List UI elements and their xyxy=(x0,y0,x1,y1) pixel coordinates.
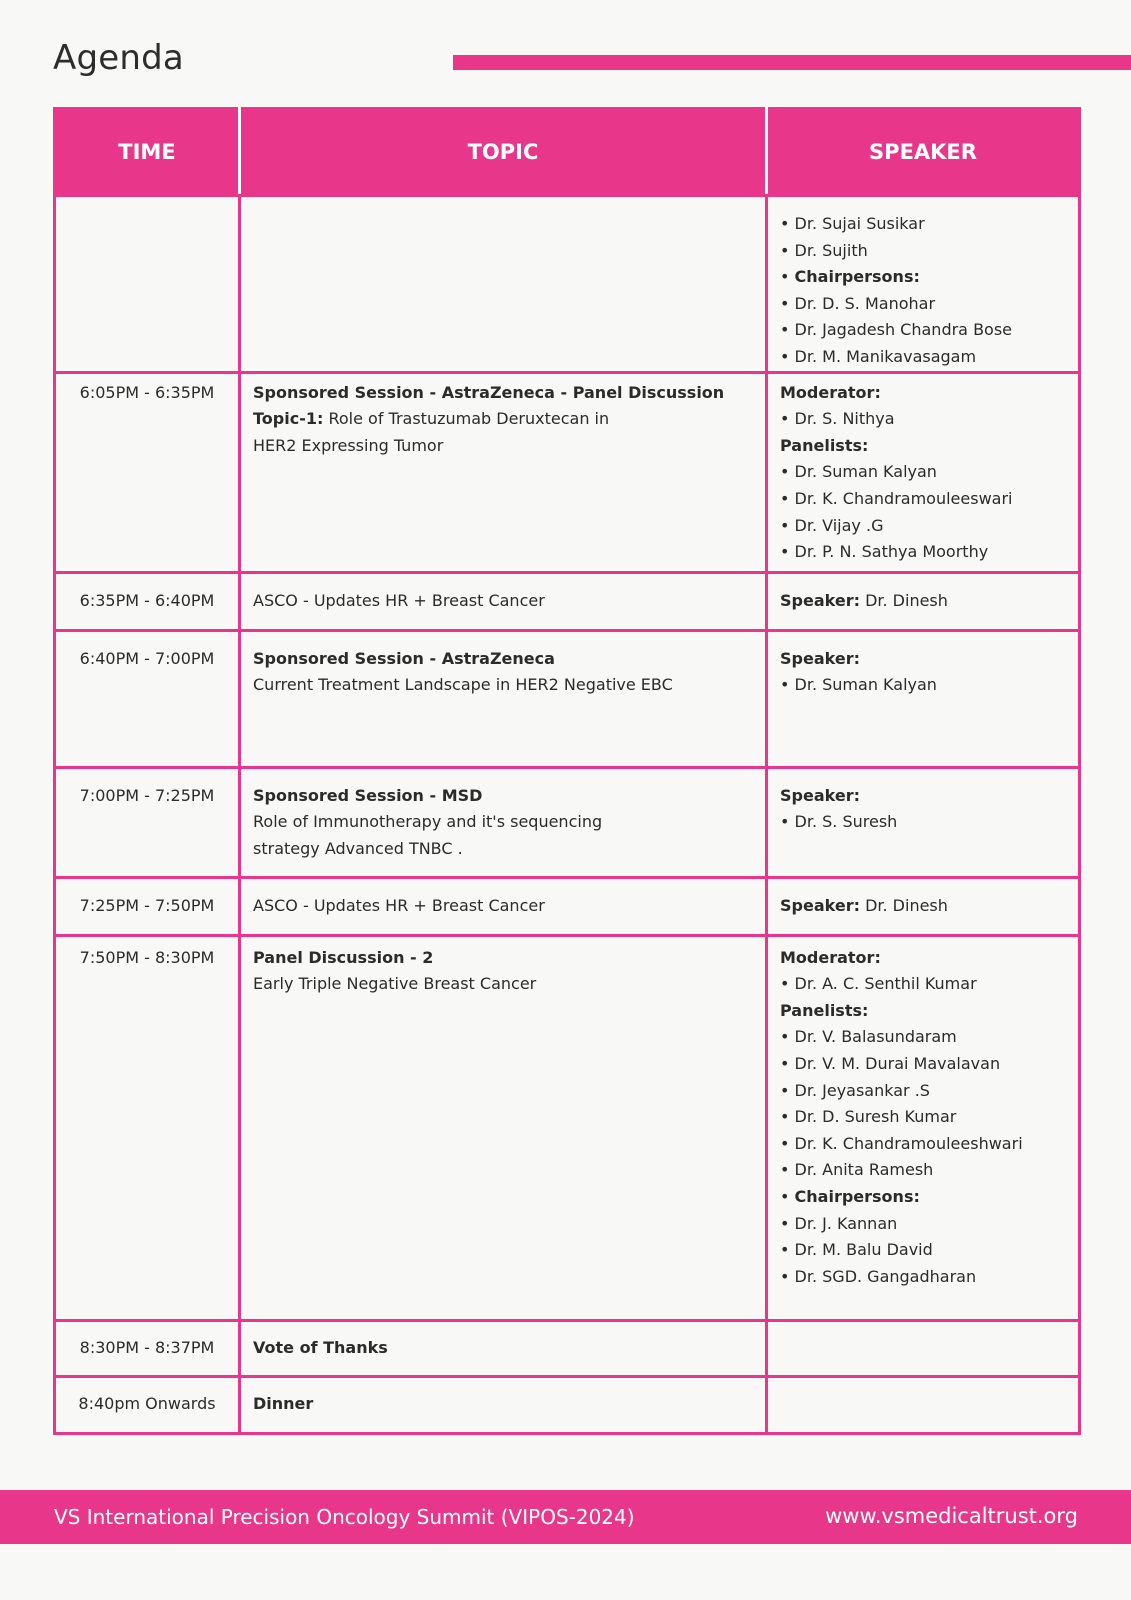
footer-bar xyxy=(0,1490,1131,1544)
speaker-line xyxy=(780,588,1066,615)
speaker-text: Dr. Jeyasankar .S xyxy=(794,1080,930,1100)
table-row xyxy=(55,935,1080,1320)
speaker-text: Dr. P. N. Sathya Moorthy xyxy=(794,542,989,562)
speaker-line xyxy=(780,783,1066,810)
speaker-text: Dr. M. Manikavasagam xyxy=(794,346,977,366)
speaker-line xyxy=(780,1184,1066,1211)
speaker-cell xyxy=(767,196,1080,373)
header-time: TIME xyxy=(55,109,240,196)
table-row xyxy=(55,877,1080,935)
topic-label: Topic-1: xyxy=(253,409,324,429)
speaker-line xyxy=(780,893,1066,920)
speaker-line xyxy=(780,945,1066,972)
topic-cell xyxy=(240,1376,767,1433)
speaker-line xyxy=(780,238,1066,265)
speaker-line xyxy=(780,1211,1066,1238)
speaker-cell xyxy=(767,935,1080,1320)
topic-label: Panel Discussion - 2 xyxy=(253,947,434,967)
speaker-text: Dr. Sujai Susikar xyxy=(794,214,925,233)
speaker-line xyxy=(780,539,1066,566)
time-cell: 8:30PM - 8:37PM xyxy=(55,1320,240,1376)
topic-line xyxy=(253,588,753,615)
speaker-text: Dr. Suman Kalyan xyxy=(794,675,937,695)
topic-text: HER2 Expressing Tumor xyxy=(253,435,444,455)
time-cell: 6:05PM - 6:35PM xyxy=(55,372,240,572)
time-cell: 7:00PM - 7:25PM xyxy=(55,767,240,877)
speaker-line xyxy=(780,1264,1066,1291)
topic-cell xyxy=(240,877,767,935)
page-title: Agenda xyxy=(53,38,184,78)
topic-cell xyxy=(240,630,767,767)
table-row xyxy=(55,372,1080,572)
speaker-text: Dr. M. Balu David xyxy=(794,1240,933,1260)
title-accent-bar xyxy=(453,55,1131,70)
speaker-line xyxy=(780,291,1066,318)
speaker-text: Dr. Vijay .G xyxy=(794,515,884,535)
speaker-cell xyxy=(767,1376,1080,1433)
speaker-text: Dr. Dinesh xyxy=(859,590,948,610)
table-row xyxy=(55,196,1080,373)
topic-line xyxy=(253,672,753,699)
table-row xyxy=(55,572,1080,630)
speaker-label: Speaker: xyxy=(780,590,860,610)
topic-line xyxy=(253,945,753,972)
topic-line xyxy=(253,1335,753,1362)
speaker-text: Dr. S. Nithya xyxy=(794,409,895,429)
topic-cell xyxy=(240,1320,767,1376)
topic-label: Sponsored Session - AstraZeneca - Panel Discussion xyxy=(253,382,725,402)
speaker-line xyxy=(780,406,1066,433)
topic-line xyxy=(253,380,753,407)
speaker-text: Dr. K. Chandramouleeshwari xyxy=(794,1133,1023,1153)
speaker-line xyxy=(780,433,1066,460)
topic-cell xyxy=(240,372,767,572)
speaker-line xyxy=(780,809,1066,836)
topic-text: ASCO - Updates HR + Breast Cancer xyxy=(253,590,545,610)
speaker-text: Dr. S. Suresh xyxy=(794,812,898,832)
agenda-body xyxy=(55,196,1080,1434)
speaker-label: Panelists: xyxy=(780,1000,869,1020)
speaker-text: Dr. Dinesh xyxy=(859,895,948,915)
speaker-text: Dr. Jagadesh Chandra Bose xyxy=(794,320,1013,340)
topic-line xyxy=(253,783,753,810)
speaker-text: Dr. D. S. Manohar xyxy=(794,293,936,313)
speaker-text: Dr. D. Suresh Kumar xyxy=(794,1107,957,1127)
agenda-table xyxy=(53,107,1081,1435)
speaker-cell xyxy=(767,767,1080,877)
table-row xyxy=(55,1376,1080,1433)
speaker-line xyxy=(780,646,1066,673)
speaker-label: Chairpersons: xyxy=(794,267,920,287)
speaker-line xyxy=(780,211,1066,238)
topic-line xyxy=(253,433,753,460)
topic-text: Current Treatment Landscape in HER2 Negative EBC xyxy=(253,675,673,695)
topic-text: Early Triple Negative Breast Cancer xyxy=(253,974,537,994)
speaker-text: Dr. V. Balasundaram xyxy=(794,1027,957,1047)
time-cell: 8:40pm Onwards xyxy=(55,1376,240,1433)
topic-label: Vote of Thanks xyxy=(253,1337,388,1357)
topic-line xyxy=(253,1391,753,1418)
speaker-label: Chairpersons: xyxy=(794,1186,920,1206)
speaker-text: Dr. K. Chandramouleeswari xyxy=(794,488,1013,508)
topic-line xyxy=(253,809,753,836)
speaker-line xyxy=(780,1157,1066,1184)
speaker-line xyxy=(780,317,1066,344)
speaker-line xyxy=(780,1024,1066,1051)
speaker-cell xyxy=(767,630,1080,767)
footer-event-name: VS International Precision Oncology Summit (VIPOS-2024) xyxy=(54,1505,635,1529)
speaker-text: Dr. SGD. Gangadharan xyxy=(794,1266,977,1286)
table-row xyxy=(55,1320,1080,1376)
table-row xyxy=(55,767,1080,877)
speaker-line xyxy=(780,998,1066,1025)
speaker-line xyxy=(780,486,1066,513)
speaker-label: Speaker: xyxy=(780,648,860,668)
topic-line xyxy=(253,836,753,863)
time-cell: 6:35PM - 6:40PM xyxy=(55,572,240,630)
topic-text: strategy Advanced TNBC . xyxy=(253,838,463,858)
speaker-line xyxy=(780,264,1066,291)
topic-label: Sponsored Session - MSD xyxy=(253,785,483,805)
topic-line xyxy=(253,893,753,920)
speaker-label: Panelists: xyxy=(780,435,869,455)
footer-website-link[interactable]: www.vsmedicaltrust.org xyxy=(825,1504,1078,1528)
speaker-text: Dr. V. M. Durai Mavalavan xyxy=(794,1053,1001,1073)
topic-line xyxy=(253,646,753,673)
speaker-text: Dr. Suman Kalyan xyxy=(794,462,937,482)
speaker-line xyxy=(780,344,1066,371)
speaker-line xyxy=(780,1131,1066,1158)
speaker-line xyxy=(780,380,1066,407)
speaker-line xyxy=(780,971,1066,998)
topic-label: Dinner xyxy=(253,1393,314,1413)
speaker-label: Speaker: xyxy=(780,785,860,805)
topic-cell xyxy=(240,196,767,373)
topic-line xyxy=(253,406,753,433)
time-cell: 7:50PM - 8:30PM xyxy=(55,935,240,1320)
speaker-line xyxy=(780,1237,1066,1264)
speaker-cell xyxy=(767,1320,1080,1376)
header-topic: TOPIC xyxy=(240,109,767,196)
speaker-cell xyxy=(767,572,1080,630)
speaker-line xyxy=(780,1104,1066,1131)
speaker-text: Dr. A. C. Senthil Kumar xyxy=(794,974,977,994)
speaker-label: Moderator: xyxy=(780,382,881,402)
topic-text: Role of Immunotherapy and it's sequencing xyxy=(253,812,603,832)
table-row xyxy=(55,630,1080,767)
topic-text: ASCO - Updates HR + Breast Cancer xyxy=(253,895,545,915)
topic-text: Role of Trastuzumab Deruxtecan in xyxy=(323,409,610,429)
speaker-text: Dr. Anita Ramesh xyxy=(794,1160,934,1180)
time-cell: 6:40PM - 7:00PM xyxy=(55,630,240,767)
speaker-label: Speaker: xyxy=(780,895,860,915)
topic-label: Sponsored Session - AstraZeneca xyxy=(253,648,555,668)
speaker-line xyxy=(780,1051,1066,1078)
topic-cell xyxy=(240,935,767,1320)
speaker-cell xyxy=(767,372,1080,572)
speaker-cell xyxy=(767,877,1080,935)
speaker-line xyxy=(780,1078,1066,1105)
speaker-label: Moderator: xyxy=(780,947,881,967)
speaker-line xyxy=(780,513,1066,540)
time-cell: 7:25PM - 7:50PM xyxy=(55,877,240,935)
speaker-line xyxy=(780,672,1066,699)
topic-line xyxy=(253,971,753,998)
speaker-line xyxy=(780,459,1066,486)
speaker-text: Dr. Sujith xyxy=(794,240,868,260)
header-speaker: SPEAKER xyxy=(767,109,1080,196)
speaker-text: Dr. J. Kannan xyxy=(794,1213,898,1233)
table-header-row xyxy=(55,109,1080,196)
topic-cell xyxy=(240,572,767,630)
topic-cell xyxy=(240,767,767,877)
time-cell xyxy=(55,196,240,373)
